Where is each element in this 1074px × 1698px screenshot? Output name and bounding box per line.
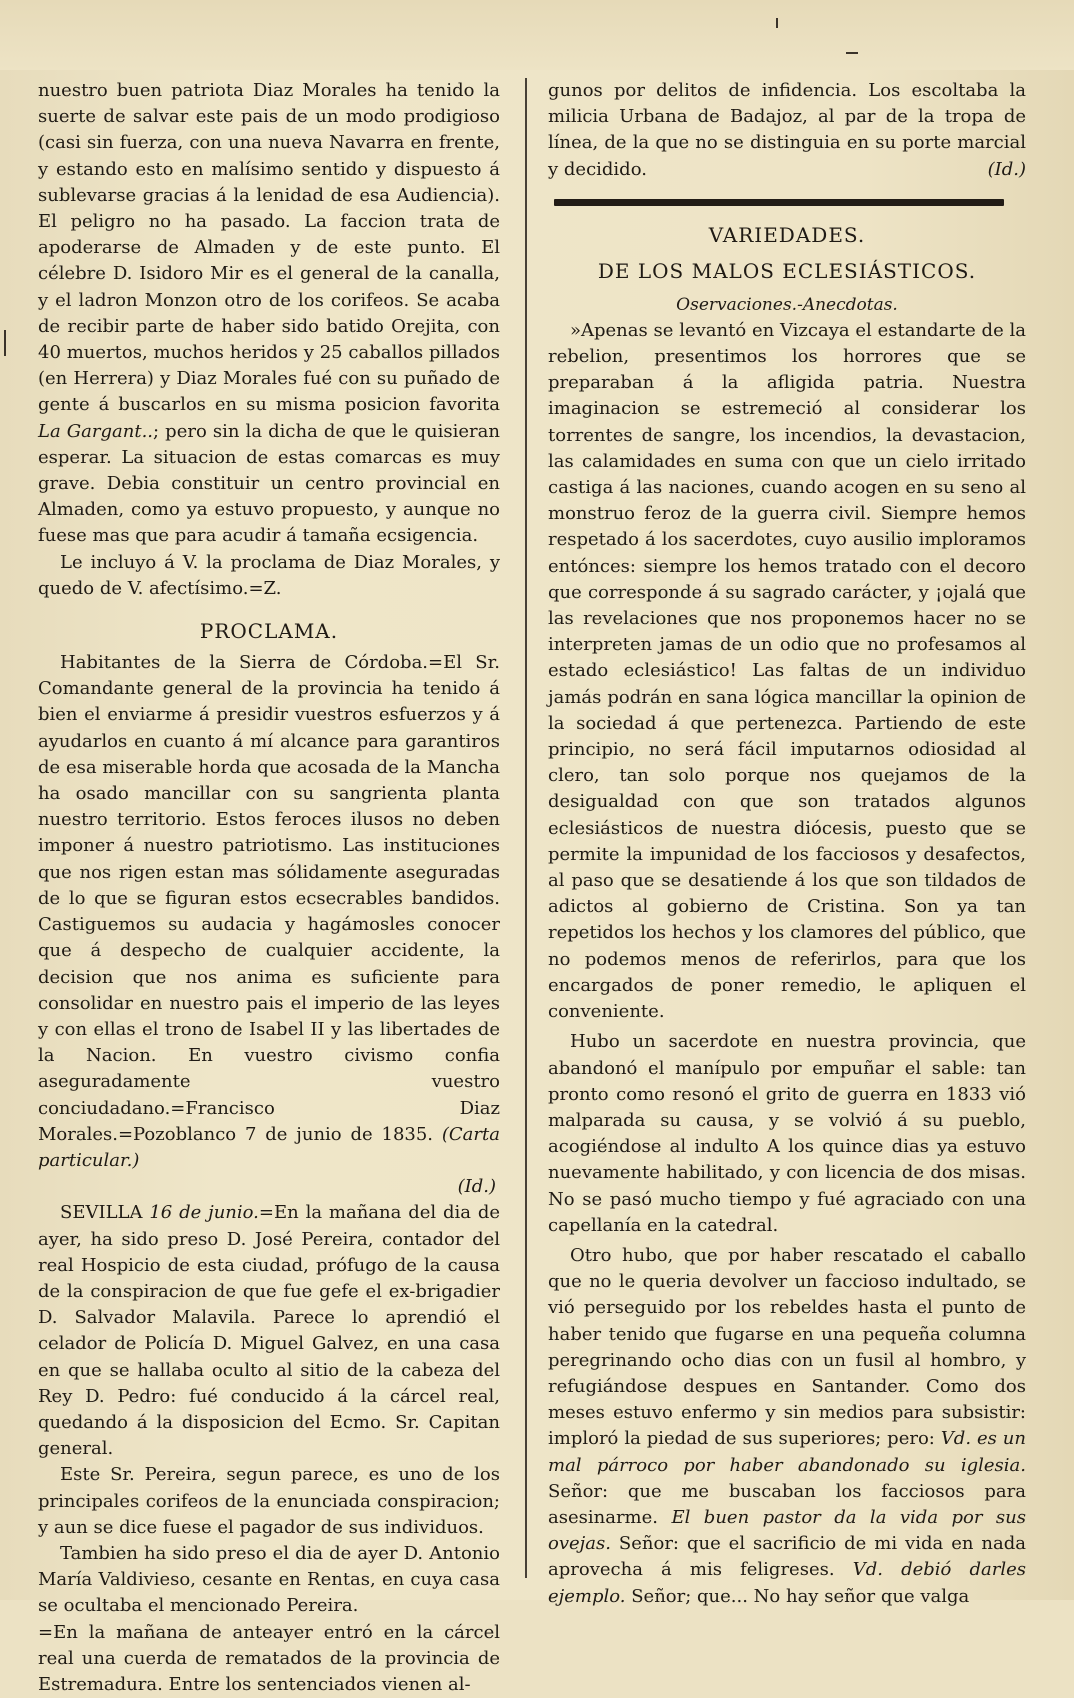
proclama-paragraph [38, 650, 500, 1174]
sevilla-city: SEVILLA [60, 1202, 143, 1224]
continued-id: (Id.) [987, 158, 1026, 180]
para3-quote-2: El buen pastor da la vida por sus ovejas. [548, 1506, 1026, 1555]
sevilla-paragraph [38, 1200, 500, 1462]
para3-end: Señor; que... No hay señor que valga [631, 1585, 970, 1607]
article-paragraph-3 [548, 1243, 1026, 1610]
para3-reply-2: Señor: que el sacrificio de mi vida en nada aprovecha á mis feligreses. [548, 1533, 1026, 1581]
article-title: DE LOS MALOS ECLESIÁSTICOS. [597, 258, 977, 283]
letter-paragraph [38, 78, 500, 550]
continued-paragraph [548, 78, 1026, 183]
continued-text: gunos por delitos de infidencia. Los escoltaba la milicia Urbana de Badajoz, al par de la tropa de línea, de la que no se distinguia en su porte marcial y decidido. [548, 80, 1026, 180]
letter-closing: Le incluyo á V. la proclama de Diaz Morales, y quedo de V. afectísimo.=Z. [38, 551, 500, 599]
cuerda-paragraph: =En la mañana de anteayer entró en la cárcel real una cuerda de rematados de la provincia de Estremadura. Entre los sentenciados vienen al- [38, 1621, 500, 1695]
margin-mark [4, 330, 6, 356]
section-rule [554, 199, 1004, 206]
sevilla-text: =En la mañana del dia de ayer, ha sido preso D. José Pereira, contador del real Hospicio de esta ciudad, prófugo de la causa de la conspiracion de que fue gefe el ex-brigadier D. Salvador Malavila. Parece lo aprendió el celador de Policía D. Miguel Galvez, en una casa en que se hallaba oculto al sitio de la cabeza del Rey D. Pedro: fué conducido á la cárcel real, quedando á la disposicion del Ecmo. Sr. Capitan general. [38, 1202, 500, 1460]
pereira-paragraph: Este Sr. Pereira, segun parece, es uno de los principales corifeos de la enunciada conspiracion; y aun se dice fuese el pagador de sus individuos. [38, 1464, 500, 1538]
sevilla-date: 16 de junio. [149, 1202, 259, 1224]
column-divider [525, 78, 527, 1578]
article-subtitle: Oservaciones.-Anecdotas. [676, 294, 898, 315]
para3-quote-3: Vd. debió darles ejemplo. [548, 1559, 1026, 1607]
section-title: VARIEDADES. [708, 222, 866, 247]
valdivieso-paragraph: Tambien ha sido preso el dia de ayer D. Antonio María Valdivieso, cesante en Rentas, en cuya casa se ocultaba el mencionado Pereira. [38, 1542, 500, 1617]
article-paragraph-1: »Apenas se levantó en Vizcaya el estandarte de la rebelion, presentimos los horrores que se preparaban á la afligida patria. Nuestra imaginacion se estremeció al considerar los torrentes de sangre, los incendios, la devastacion, las calamidades en suma con que un cielo irritado castiga á las naciones, cuando acogen en su seno al monstruo feroz de la guerra civil. Siempre hemos respetado á los sacerdotes, cuyo ausilio imploramos entónces: siempre los hemos tratado con el decoro que corresponde á su sagrado carácter, y ¡ojalá que las revelaciones que nos proponemos hacer no se interpreten jamas de un odio que no profesamos al estado eclesiástico! Las faltas de un individuo jamás podrán en sana lógica mancillar la opinion de la sociedad á que pertenezca. Partiendo de este principio, no será fácil imputarnos odiosidad al clero, tan solo porque nos quejamos de la desigualdad con que son tratados algunos eclesiásticos de nuestra diócesis, puesto que se permite la impunidad de los facciosos y desafectos, al paso que se desatiende á los que son tildados de adictos al gobierno de Cristina. Son ya tan repetidos los hechos y los clamores del público, que no podemos menos de referirlos, para que los encargados de poner remedio, le apliquen el conveniente. [548, 319, 1026, 1023]
proclama-heading: PROCLAMA. [199, 619, 339, 644]
letter-text-end: ; pero sin la dicha de que le quisieran esperar. La situacion de estas comarcas es muy grave. Debia constituir un centro provincial en Almaden, como ya estuvo propuesto, y aunque no fuese mas que para acudir á tamaña ecsigencia. [38, 420, 500, 547]
place-name: La Gargant.. [38, 420, 154, 442]
proclama-text: Habitantes de la Sierra de Córdoba.=El Sr. Comandante general de la provincia ha tenido á bien el enviarme á presidir vuestros esfuerzos y á ayudarlos en cuanto á mí alcance para garantiros de esa miserable horda que acosada de la Mancha ha osado mancillar con su sangrienta planta nuestro territorio. Estos feroces ilusos no deben imponer á nuestro patriotismo. Las instituciones que nos rigen estan mas sólidamente aseguradas de lo que se figuran estos ecsecrables bandidos. Castiguemos su audacia y hagámosles conocer que á despecho de cualquier accidente, la decision que nos anima es suficiente para consolidar en nuestro pais el imperio de las leyes y con ellas el trono de Isabel II y las libertades de la Nacion. En vuestro civismo confia aseguradamente vuestro conciudadano.=Francisco Diaz Morales.=Pozoblanco 7 de junio de 1835. [38, 652, 500, 1145]
para3-quote-1: Vd. es un mal párroco por haber abandonado su iglesia. [548, 1428, 1026, 1476]
proclama-id: (Id.) [457, 1176, 496, 1198]
left-column [38, 78, 500, 1698]
ink-mark [776, 18, 778, 28]
article-paragraph-2: Hubo un sacerdote en nuestra provincia, que abandonó el manípulo por empuñar el sable: tan pronto como resonó el grito de guerra en 1833 vió malparada su causa, y se volvió á su pueblo, acogiéndose al indulto A los quince dias ya estuvo nuevamente habilitado, y con licencia de dos misas. No se pasó mucho tiempo y fué agraciado con una capellanía en la catedral. [548, 1031, 1026, 1236]
letter-text: nuestro buen patriota Diaz Morales ha tenido la suerte de salvar este pais de un modo prodigioso (casi sin fuerza, con una nueva Navarra en frente, y estando esto en malísimo sentido y dispuesto á sublevarse gracias á la lenidad de esa Audiencia). El peligro no ha pasado. La faccion trata de apoderarse de Almaden y de este punto. El célebre D. Isidoro Mir es el general de la canalla, y el ladron Monzon otro de los corifeos. Se acaba de recibir parte de haber sido batido Orejita, con 40 muertos, muchos heridos y 25 caballos pillados (en Herrera) y Diaz Morales fué con su puñado de gente á buscarlos en su misma posicion favorita [38, 80, 500, 416]
para3-start: Otro hubo, que por haber rescatado el caballo que no le queria devolver un faccioso indultado, se vió perseguido por los rebeldes hasta el punto de haber tenido que fugarse en una pequeña columna peregrinando ocho dias con un fusil al hombro, y refugiándose despues en Santander. Como dos meses estuvo enfermo y sin medios para subsistir: imploró la piedad de sus superiores; pero: [548, 1244, 1026, 1450]
para3-reply-1: Señor: que me buscaban los facciosos para asesinarme. [548, 1480, 1026, 1528]
ink-mark [846, 52, 858, 54]
page-header-strip [0, 0, 1074, 70]
proclama-source: (Carta particular.) [38, 1123, 500, 1171]
right-column [548, 78, 1026, 1610]
